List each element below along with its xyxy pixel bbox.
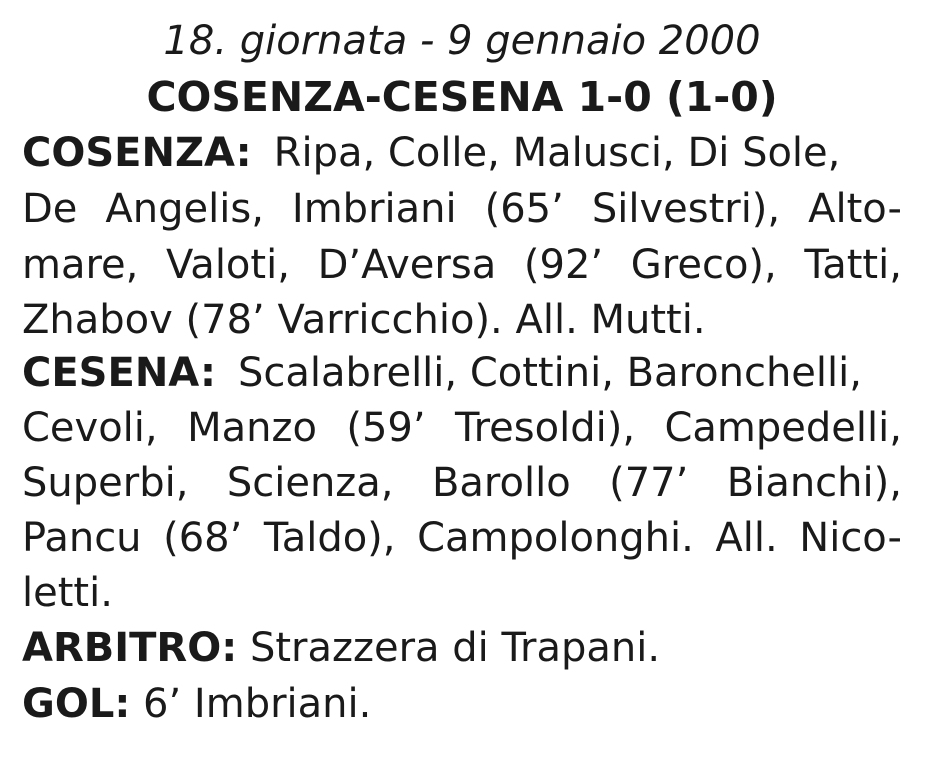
cesena-line-3	[22, 455, 902, 511]
word: (65’	[484, 186, 564, 232]
cosenza-line-2	[22, 181, 902, 237]
goals-scorers: 6’ Imbriani.	[143, 681, 372, 727]
referee-label: ARBITRO:	[22, 625, 238, 671]
cosenza-line-3	[22, 237, 902, 293]
word: Imbriani	[291, 186, 457, 232]
cesena-line-2	[22, 400, 902, 456]
word: Greco),	[630, 242, 777, 288]
goals-label: GOL:	[22, 681, 131, 727]
cosenza-label: COSENZA:	[22, 130, 252, 176]
word: mare,	[22, 242, 139, 288]
word: All.	[715, 515, 778, 561]
word: Barollo	[431, 460, 571, 506]
referee-line	[22, 620, 902, 676]
word: D’Aversa	[317, 242, 497, 288]
cesena-line-4	[22, 510, 902, 566]
cosenza-line-1-words: Ripa, Colle, Malusci, Di Sole,	[273, 130, 841, 176]
word: Pancu	[22, 515, 142, 561]
word: Bianchi),	[726, 460, 902, 506]
word: Scienza,	[226, 460, 394, 506]
word: Cevoli,	[22, 405, 158, 451]
referee-name: Strazzera di Trapani.	[249, 625, 661, 671]
word: Superbi,	[22, 460, 189, 506]
match-result-title: COSENZA-CESENA 1-0 (1-0)	[146, 73, 778, 121]
word: (92’	[523, 242, 604, 288]
cesena-line-1	[22, 345, 902, 401]
word: (59’	[346, 405, 426, 451]
word: Silvestri),	[591, 186, 781, 232]
word: (68’	[163, 515, 243, 561]
word: Angelis,	[105, 186, 264, 232]
word: Campolonghi.	[417, 515, 694, 561]
word: Tatti,	[804, 242, 902, 288]
cesena-line-5: letti.	[22, 570, 113, 616]
word: Manzo	[187, 405, 317, 451]
matchday-line: 18. giornata - 9 gennaio 2000	[163, 18, 761, 64]
word: Valoti,	[166, 242, 290, 288]
word: Tresoldi),	[455, 405, 636, 451]
word: De	[22, 186, 78, 232]
cosenza-line-4: Zhabov (78’ Varricchio). All. Mutti.	[22, 297, 706, 343]
word: (77’	[609, 460, 689, 506]
word: Campedelli,	[664, 405, 902, 451]
word: Taldo),	[263, 515, 396, 561]
cesena-label: CESENA:	[22, 350, 216, 396]
word: Nico-	[799, 515, 902, 561]
word: Alto-	[808, 186, 902, 232]
goals-line	[22, 676, 902, 732]
cosenza-line-1	[22, 125, 902, 181]
cesena-line-1-words: Scalabrelli, Cottini, Baronchelli,	[237, 350, 862, 396]
